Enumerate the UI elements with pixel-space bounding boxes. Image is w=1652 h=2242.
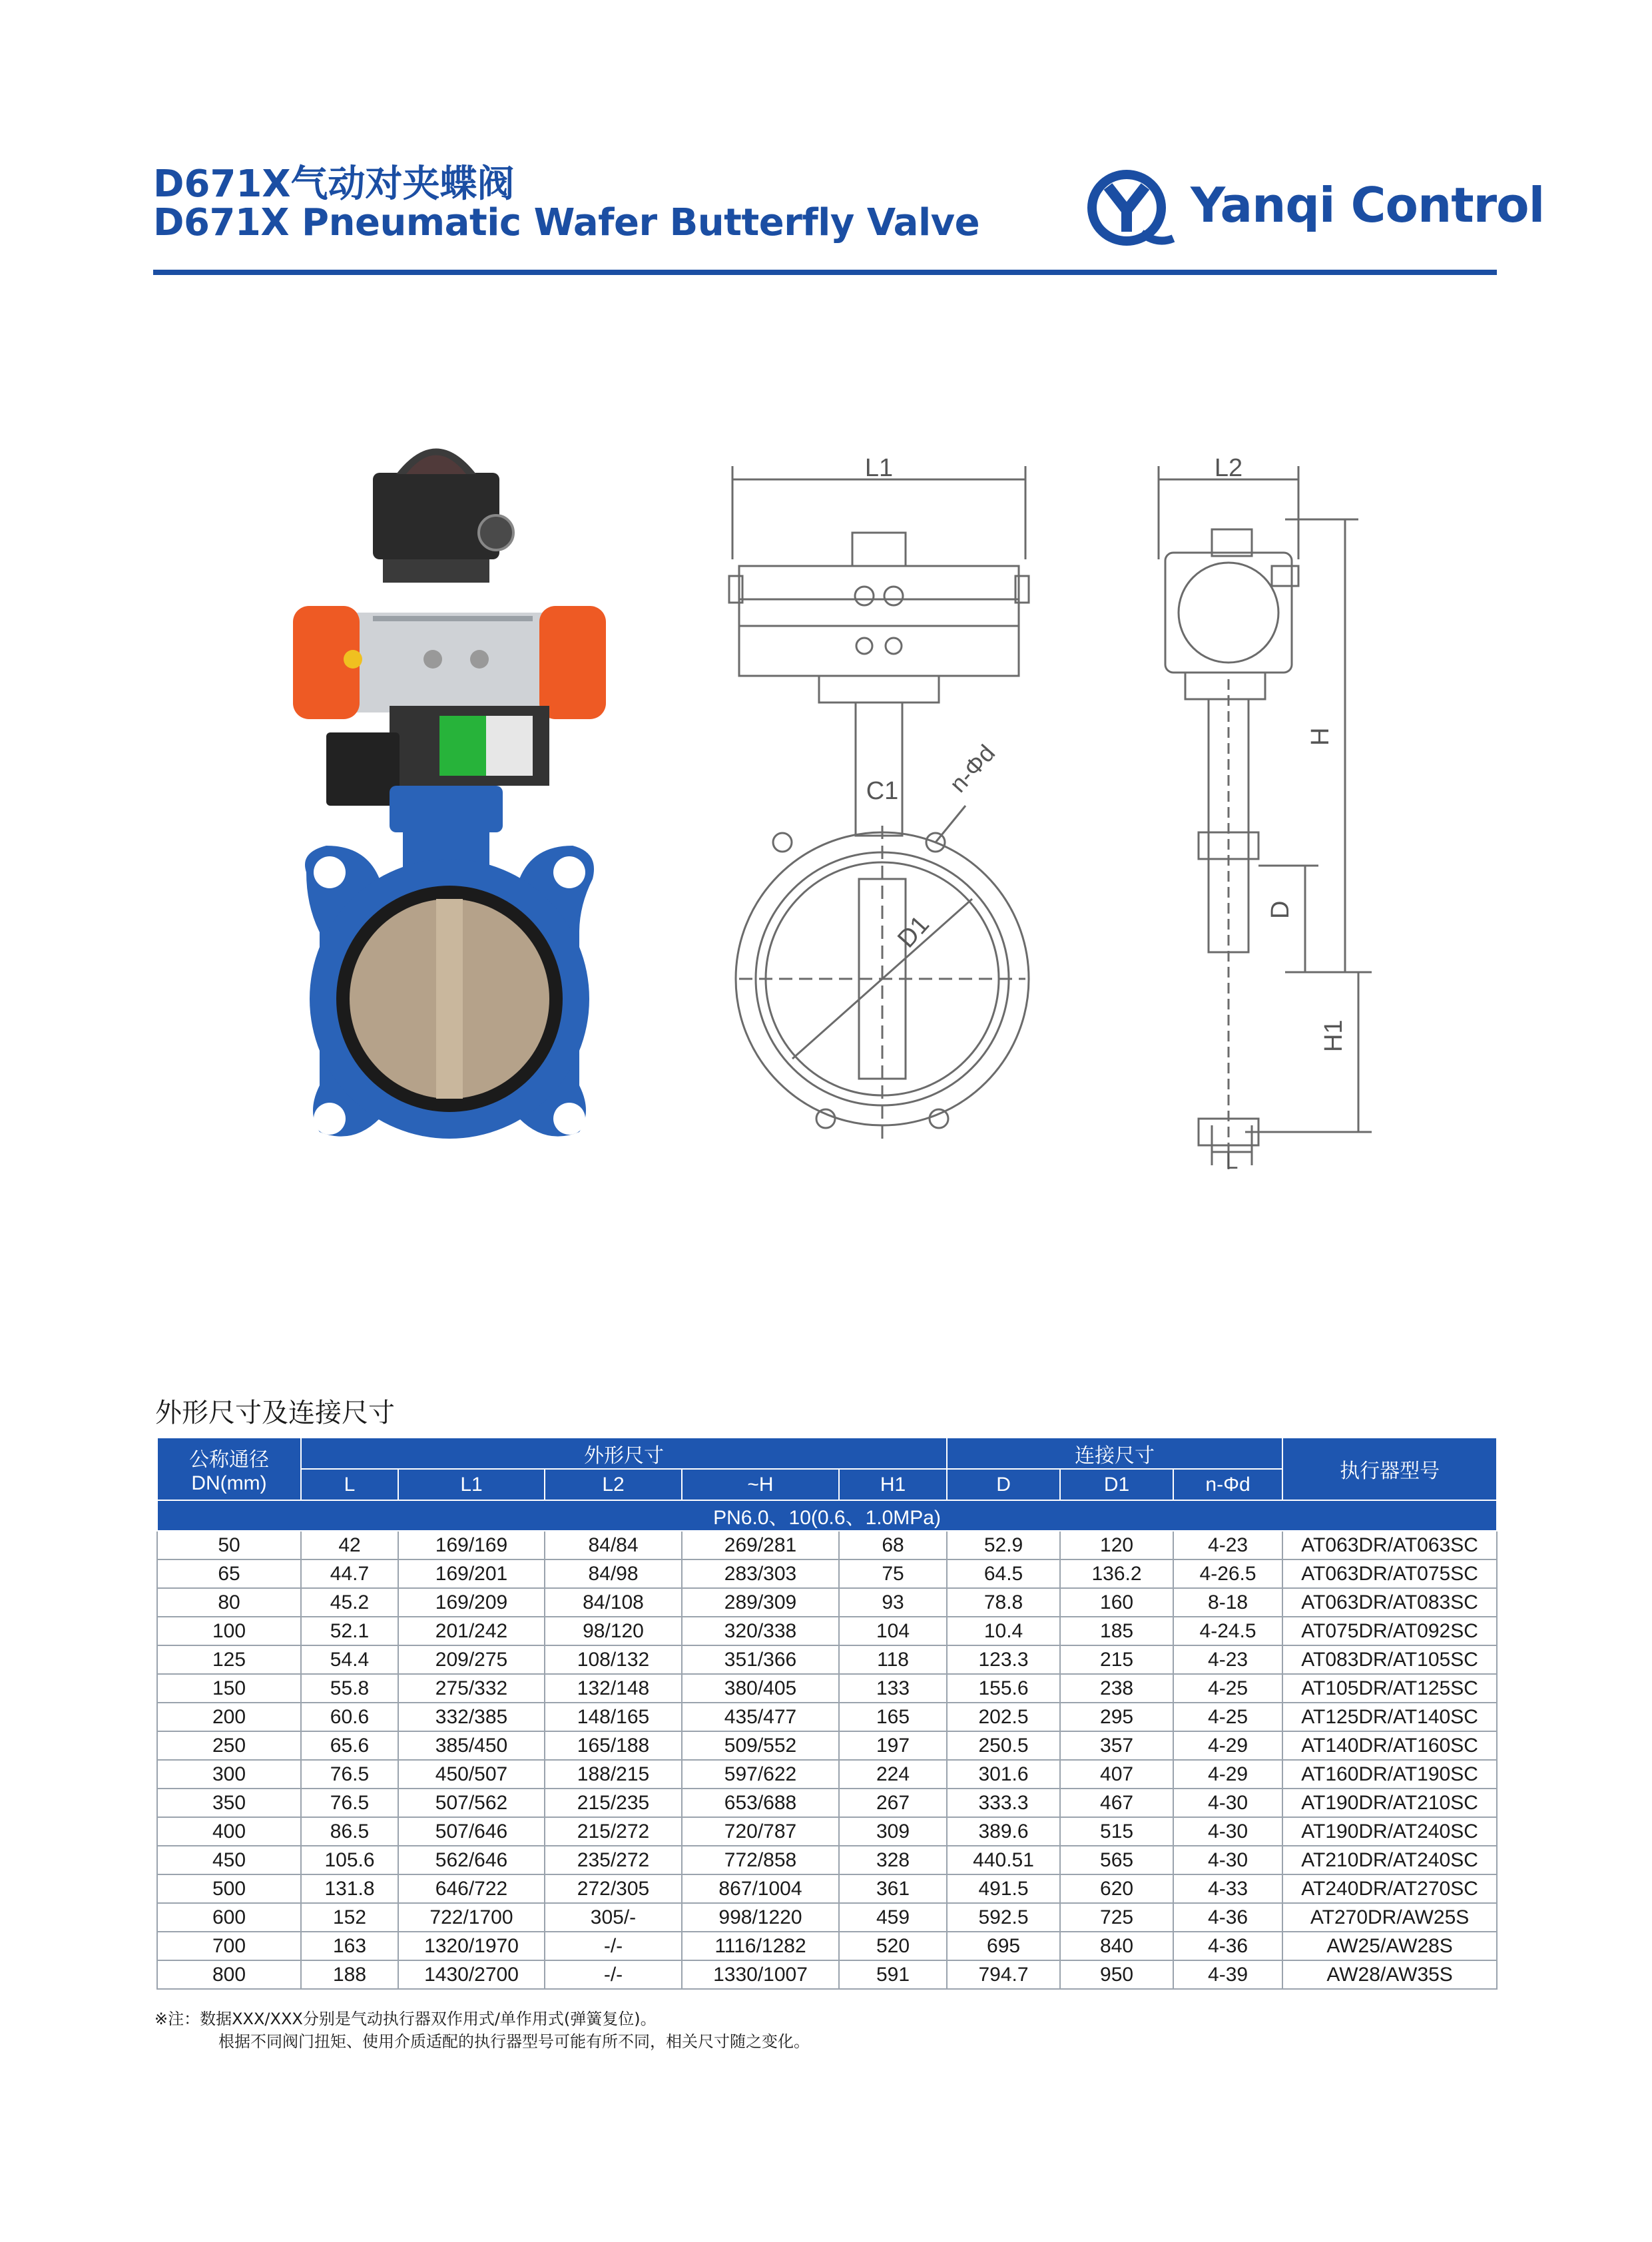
table-cell: 250 [157, 1731, 301, 1760]
table-cell: 65 [157, 1559, 301, 1588]
table-cell: 300 [157, 1760, 301, 1789]
table-cell: 75 [839, 1559, 947, 1588]
brand-logo [1084, 166, 1545, 253]
table-cell: 700 [157, 1932, 301, 1960]
header-group-dimensions: 外形尺寸 [301, 1438, 947, 1469]
table-cell: 1320/1970 [398, 1932, 545, 1960]
table-cell: 357 [1060, 1731, 1173, 1760]
table-row [157, 1588, 1497, 1617]
table-cell: 1116/1282 [682, 1932, 839, 1960]
table-cell: 720/787 [682, 1817, 839, 1846]
table-cell: 78.8 [947, 1588, 1060, 1617]
table-cell: 4-30 [1173, 1789, 1282, 1817]
table-cell: 653/688 [682, 1789, 839, 1817]
table-cell: 93 [839, 1588, 947, 1617]
table-cell: AT105DR/AT125SC [1282, 1674, 1497, 1703]
table-cell: 50 [157, 1531, 301, 1559]
table-cell: 998/1220 [682, 1903, 839, 1932]
table-cell: 328 [839, 1846, 947, 1874]
table-cell: 332/385 [398, 1703, 545, 1731]
table-cell: 197 [839, 1731, 947, 1760]
table-cell: 275/332 [398, 1674, 545, 1703]
table-cell: 169/201 [398, 1559, 545, 1588]
table-cell: 4-29 [1173, 1731, 1282, 1760]
table-row [157, 1932, 1497, 1960]
table-cell: AT063DR/AT083SC [1282, 1588, 1497, 1617]
table-cell: 84/84 [545, 1531, 682, 1559]
table-cell: 320/338 [682, 1617, 839, 1645]
table-cell: 155.6 [947, 1674, 1060, 1703]
table-cell: 520 [839, 1932, 947, 1960]
table-cell: 60.6 [301, 1703, 398, 1731]
table-row [157, 1817, 1497, 1846]
table-cell: 188 [301, 1960, 398, 1989]
table-cell: 65.6 [301, 1731, 398, 1760]
header-group-connection: 连接尺寸 [947, 1438, 1282, 1469]
table-row [157, 1960, 1497, 1989]
table-cell: 152 [301, 1903, 398, 1932]
table-cell: 169/169 [398, 1531, 545, 1559]
table-cell: 350 [157, 1789, 301, 1817]
table-cell: 309 [839, 1817, 947, 1846]
table-cell: 597/622 [682, 1760, 839, 1789]
table-cell: 380/405 [682, 1674, 839, 1703]
table-cell: AT063DR/AT063SC [1282, 1531, 1497, 1559]
table-cell: 794.7 [947, 1960, 1060, 1989]
table-cell: 160 [1060, 1588, 1173, 1617]
table-cell: 54.4 [301, 1645, 398, 1674]
title-english: D671X Pneumatic Wafer Butterfly Valve [153, 201, 980, 244]
table-row [157, 1903, 1497, 1932]
table-cell: 202.5 [947, 1703, 1060, 1731]
table-cell: 8-18 [1173, 1588, 1282, 1617]
table-cell: 435/477 [682, 1703, 839, 1731]
header-l2: L2 [545, 1469, 682, 1500]
table-cell: 620 [1060, 1874, 1173, 1903]
table-cell: 4-23 [1173, 1645, 1282, 1674]
table-cell: 4-39 [1173, 1960, 1282, 1989]
table-cell: 289/309 [682, 1588, 839, 1617]
table-cell: AT190DR/AT240SC [1282, 1817, 1497, 1846]
table-cell: 695 [947, 1932, 1060, 1960]
table-cell: 4-25 [1173, 1703, 1282, 1731]
table-cell: 150 [157, 1674, 301, 1703]
label-l2: L2 [1214, 454, 1243, 482]
header-n-phi-d: n-Φd [1173, 1469, 1282, 1500]
table-cell: 201/242 [398, 1617, 545, 1645]
table-row [157, 1874, 1497, 1903]
table-cell: AT240DR/AT270SC [1282, 1874, 1497, 1903]
table-cell: 301.6 [947, 1760, 1060, 1789]
table-row [157, 1760, 1497, 1789]
header-d: D [947, 1469, 1060, 1500]
title-chinese: D671X气动对夹蝶阀 [153, 162, 515, 206]
table-cell: 500 [157, 1874, 301, 1903]
table-cell: 42 [301, 1531, 398, 1559]
valve-product-photo [266, 413, 639, 1192]
table-cell: 1430/2700 [398, 1960, 545, 1989]
table-cell: 450/507 [398, 1760, 545, 1789]
table-cell: 163 [301, 1932, 398, 1960]
table-cell: 4-25 [1173, 1674, 1282, 1703]
header-l1: L1 [398, 1469, 545, 1500]
table-heading: 外形尺寸及连接尺寸 [155, 1398, 395, 1428]
table-cell: AT063DR/AT075SC [1282, 1559, 1497, 1588]
pressure-rating-row: PN6.0、10(0.6、1.0MPa) [157, 1500, 1497, 1531]
table-cell: 351/366 [682, 1645, 839, 1674]
table-cell: AT210DR/AT240SC [1282, 1846, 1497, 1874]
table-cell: 76.5 [301, 1789, 398, 1817]
table-cell: 105.6 [301, 1846, 398, 1874]
table-cell: 4-36 [1173, 1903, 1282, 1932]
table-cell: 238 [1060, 1674, 1173, 1703]
table-cell: AT140DR/AT160SC [1282, 1731, 1497, 1760]
table-cell: 52.1 [301, 1617, 398, 1645]
table-cell: 267 [839, 1789, 947, 1817]
table-cell: 68 [839, 1531, 947, 1559]
table-cell: 123.3 [947, 1645, 1060, 1674]
dimensions-table [156, 1437, 1498, 1990]
table-cell: 4-29 [1173, 1760, 1282, 1789]
table-cell: 440.51 [947, 1846, 1060, 1874]
table-cell: 283/303 [682, 1559, 839, 1588]
table-cell: 133 [839, 1674, 947, 1703]
table-cell: 44.7 [301, 1559, 398, 1588]
table-cell: -/- [545, 1932, 682, 1960]
table-cell: AW28/AW35S [1282, 1960, 1497, 1989]
table-cell: 84/98 [545, 1559, 682, 1588]
table-cell: 76.5 [301, 1760, 398, 1789]
table-cell: 100 [157, 1617, 301, 1645]
table-cell: AW25/AW28S [1282, 1932, 1497, 1960]
table-cell: 165 [839, 1703, 947, 1731]
table-cell: 215/235 [545, 1789, 682, 1817]
label-c1: C1 [866, 777, 899, 805]
table-row [157, 1674, 1497, 1703]
table-row [157, 1789, 1497, 1817]
label-l: L [1225, 1149, 1239, 1172]
note-line-2: 根据不同阀门扭矩、使用介质适配的执行器型号可能有所不同，相关尺寸随之变化。 [218, 2032, 810, 2051]
table-cell: AT270DR/AW25S [1282, 1903, 1497, 1932]
label-n-phi-d: n-Φd [944, 739, 1001, 798]
table-cell: 725 [1060, 1903, 1173, 1932]
table-cell: 120 [1060, 1531, 1173, 1559]
table-cell: 4-30 [1173, 1817, 1282, 1846]
table-cell: 4-26.5 [1173, 1559, 1282, 1588]
table-cell: 131.8 [301, 1874, 398, 1903]
table-row [157, 1703, 1497, 1731]
table-cell: 209/275 [398, 1645, 545, 1674]
table-cell: 104 [839, 1617, 947, 1645]
header-dn: 公称通径 DN(mm) [157, 1438, 301, 1500]
label-h1: H1 [1320, 1019, 1348, 1052]
table-cell: 98/120 [545, 1617, 682, 1645]
table-cell: 400 [157, 1817, 301, 1846]
table-cell: 200 [157, 1703, 301, 1731]
table-cell: 840 [1060, 1932, 1173, 1960]
table-cell: 250.5 [947, 1731, 1060, 1760]
table-cell: 333.3 [947, 1789, 1060, 1817]
header-actuator: 执行器型号 [1282, 1438, 1497, 1500]
header-d1: D1 [1060, 1469, 1173, 1500]
label-d1: D1 [892, 910, 935, 954]
header-divider [153, 270, 1497, 275]
table-row [157, 1645, 1497, 1674]
table-cell: 64.5 [947, 1559, 1060, 1588]
table-row [157, 1617, 1497, 1645]
table-cell: 450 [157, 1846, 301, 1874]
table-cell: AT075DR/AT092SC [1282, 1617, 1497, 1645]
table-cell: 565 [1060, 1846, 1173, 1874]
table-cell: 591 [839, 1960, 947, 1989]
table-cell: 772/858 [682, 1846, 839, 1874]
table-row [157, 1846, 1497, 1874]
table-cell: 867/1004 [682, 1874, 839, 1903]
table-cell: AT160DR/AT190SC [1282, 1760, 1497, 1789]
table-cell: 269/281 [682, 1531, 839, 1559]
table-row [157, 1731, 1497, 1760]
table-cell: 295 [1060, 1703, 1173, 1731]
table-cell: 562/646 [398, 1846, 545, 1874]
table-cell: 188/215 [545, 1760, 682, 1789]
table-cell: 108/132 [545, 1645, 682, 1674]
table-cell: 4-30 [1173, 1846, 1282, 1874]
table-cell: 84/108 [545, 1588, 682, 1617]
table-cell: 385/450 [398, 1731, 545, 1760]
table-cell: 118 [839, 1645, 947, 1674]
table-cell: 10.4 [947, 1617, 1060, 1645]
table-cell: 509/552 [682, 1731, 839, 1760]
table-cell: 132/148 [545, 1674, 682, 1703]
header-h1: H1 [839, 1469, 947, 1500]
table-cell: 215/272 [545, 1817, 682, 1846]
table-cell: 407 [1060, 1760, 1173, 1789]
brand-name: Yanqi Control [1191, 177, 1545, 233]
table-cell: 600 [157, 1903, 301, 1932]
table-row [157, 1559, 1497, 1588]
yanqi-logo-icon [1084, 166, 1177, 253]
table-cell: 389.6 [947, 1817, 1060, 1846]
table-cell: 592.5 [947, 1903, 1060, 1932]
label-d: D [1266, 900, 1294, 919]
header-h: ~H [682, 1469, 839, 1500]
table-cell: 950 [1060, 1960, 1173, 1989]
table-cell: AT190DR/AT210SC [1282, 1789, 1497, 1817]
table-cell: 215 [1060, 1645, 1173, 1674]
label-h: H [1306, 727, 1334, 746]
table-cell: 80 [157, 1588, 301, 1617]
table-cell: 646/722 [398, 1874, 545, 1903]
table-cell: 4-24.5 [1173, 1617, 1282, 1645]
note-line-1: ※注：数据XXX/XXX分别是气动执行器双作用式/单作用式(弹簧复位)。 [154, 2010, 657, 2028]
table-cell: 4-33 [1173, 1874, 1282, 1903]
table-cell: 235/272 [545, 1846, 682, 1874]
table-cell: 169/209 [398, 1588, 545, 1617]
table-cell: 185 [1060, 1617, 1173, 1645]
table-cell: 800 [157, 1960, 301, 1989]
table-cell: 1330/1007 [682, 1960, 839, 1989]
label-l1: L1 [864, 454, 894, 482]
table-cell: 125 [157, 1645, 301, 1674]
side-view-drawing [1145, 453, 1385, 1172]
table-cell: 45.2 [301, 1588, 398, 1617]
table-cell: 148/165 [545, 1703, 682, 1731]
table-cell: AT083DR/AT105SC [1282, 1645, 1497, 1674]
front-view-drawing [719, 453, 1052, 1172]
table-cell: 305/- [545, 1903, 682, 1932]
table-cell: 4-36 [1173, 1932, 1282, 1960]
table-cell: 272/305 [545, 1874, 682, 1903]
table-row [157, 1531, 1497, 1559]
table-cell: 459 [839, 1903, 947, 1932]
table-cell: AT125DR/AT140SC [1282, 1703, 1497, 1731]
table-cell: 507/646 [398, 1817, 545, 1846]
table-cell: 52.9 [947, 1531, 1060, 1559]
table-cell: 722/1700 [398, 1903, 545, 1932]
table-cell: -/- [545, 1960, 682, 1989]
table-cell: 491.5 [947, 1874, 1060, 1903]
table-cell: 136.2 [1060, 1559, 1173, 1588]
table-cell: 361 [839, 1874, 947, 1903]
table-cell: 165/188 [545, 1731, 682, 1760]
table-cell: 515 [1060, 1817, 1173, 1846]
table-cell: 224 [839, 1760, 947, 1789]
table-cell: 467 [1060, 1789, 1173, 1817]
table-cell: 86.5 [301, 1817, 398, 1846]
table-cell: 507/562 [398, 1789, 545, 1817]
table-cell: 4-23 [1173, 1531, 1282, 1559]
table-cell: 55.8 [301, 1674, 398, 1703]
header-l: L [301, 1469, 398, 1500]
